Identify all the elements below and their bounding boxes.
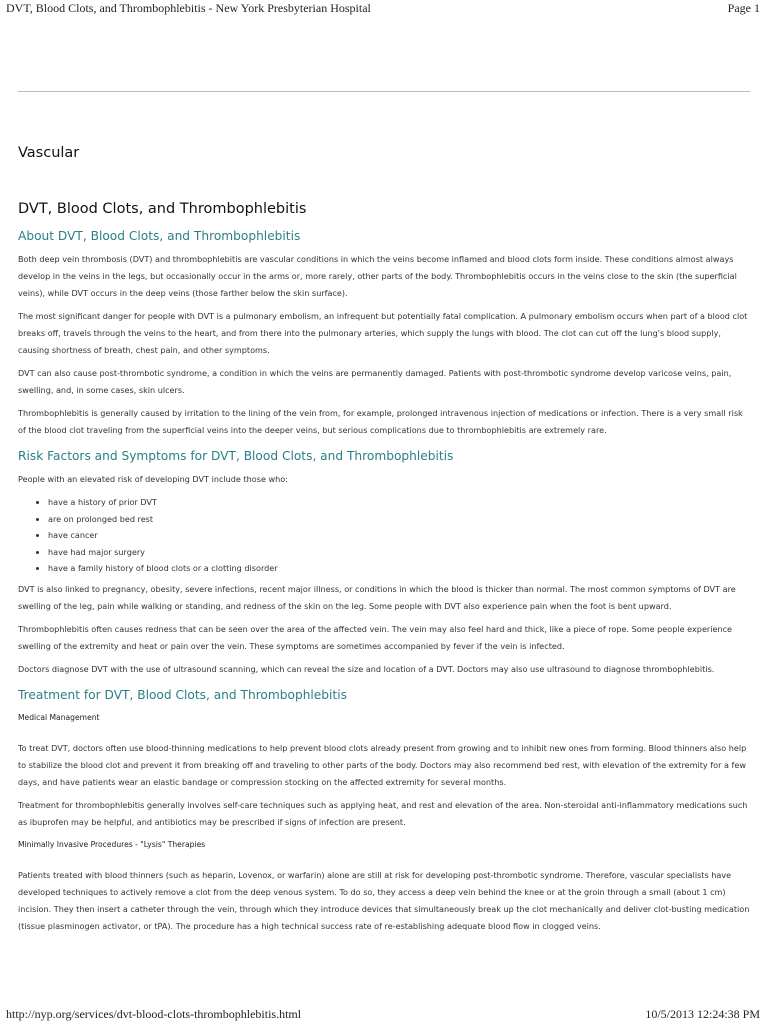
divider <box>18 91 750 92</box>
medical-management-heading: Medical Management <box>18 712 100 722</box>
about-paragraph: DVT can also cause post-thrombotic syndrome, a condition in which the veins are permanently damaged. Patients with post-thrombotic syndrome develop varicose veins, pain, swelling, and, in some cases, skin ulcers. <box>18 368 732 395</box>
print-header-title: DVT, Blood Clots, and Thrombophlebitis - New York Presbyterian Hospital <box>6 1 371 15</box>
page-url: http://nyp.org/services/dvt-blood-clots-thrombophlebitis.html <box>6 1007 302 1021</box>
list-item: • have a history of prior DVT <box>48 494 750 511</box>
list-item: • have a family history of blood clots or a clotting disorder <box>48 560 750 577</box>
risk-factor-list <box>18 494 750 577</box>
treatment-paragraph: Treatment for thrombophlebitis generally involves self-care techniques such as applying heat, and rest and elevation of the area. Non-steroidal anti-inflammatory medications such as ibuprofen may be helpful, and antibiotics may be prescribed if signs of infection are present. <box>18 799 748 827</box>
risk-paragraph: DVT is also linked to pregnancy, obesity, severe infections, recent major illness, or conditions in which the blood is thicker than normal. The most common symptoms of DVT are swelling of the leg, pain while walking or standing, and redness of the skin on the leg. Some people with DVT also experience pain when the foot is bent upward. <box>18 583 736 611</box>
about-paragraph: Thrombophlebitis is generally caused by irritation to the lining of the vein from, for example, prolonged intravenous injection of medications or infection. There is a very small risk of the blood clot traveling from the superficial veins into the deeper veins, but serious complications due to thrombophlebitis are extremely rare. <box>18 408 743 435</box>
invasive-procedures-heading: Minimally Invasive Procedures - "Lysis" Therapies <box>18 839 206 849</box>
risk-heading: Risk Factors and Symptoms for DVT, Blood Clots, and Thrombophlebitis <box>18 449 454 463</box>
page-number: Page 1 <box>727 1 760 15</box>
list-item: • have cancer <box>48 527 750 544</box>
treatment-heading: Treatment for DVT, Blood Clots, and Thrombophlebitis <box>18 687 347 702</box>
list-item: • are on prolonged bed rest <box>48 511 750 528</box>
about-heading: About DVT, Blood Clots, and Thrombophlebitis <box>18 229 301 243</box>
page-title: DVT, Blood Clots, and Thrombophlebitis <box>18 201 307 217</box>
print-footer <box>0 1006 768 1024</box>
section-heading: Vascular <box>18 145 80 161</box>
treatment-paragraph: To treat DVT, doctors often use blood-thinning medications to help prevent blood clots already present from growing and to inhibit new ones from forming. Blood thinners also help to stabilize the blood clot and prevent it from breaking off and traveling to other parts of the body. Doctors may also recommend bed rest, with elevation of the extremity for a few days, and have patients wear an elastic bandage or compression stocking on the affected extremity for several months. <box>18 742 747 787</box>
risk-paragraph: Thrombophlebitis often causes redness that can be seen over the area of the affected vein. The vein may also feel hard and thick, like a piece of rope. Some people experience swelling of the extremity and heat or pain over the vein. These symptoms are sometimes accompanied by fever if the vein is infected. <box>18 623 733 651</box>
risk-intro: People with an elevated risk of developing DVT include those who: <box>18 474 288 484</box>
print-header <box>0 0 768 18</box>
risk-paragraph: Doctors diagnose DVT with the use of ultrasound scanning, which can reveal the size and location of a DVT. Doctors may also use ultrasound to diagnose thrombophlebitis. <box>18 663 715 674</box>
print-date: 10/5/2013 12:24:38 PM <box>645 1007 760 1021</box>
about-paragraph: Both deep vein thrombosis (DVT) and thrombophlebitis are vascular conditions in which the veins become inflamed and blood clots form inside. These conditions almost always develop in the veins in the legs, but occasionally occur in the arms or, more rarely, other parts of the body. Thrombophlebitis occurs in the veins close to the skin (the superficial veins), while DVT occurs in the deep veins (those farther below the skin surface). <box>18 254 737 298</box>
invasive-paragraph: Patients treated with blood thinners (such as heparin, Lovenox, or warfarin) alone are still at risk for developing post-thrombotic syndrome. Therefore, vascular specialists have developed techniques to actively remove a clot from the deep venous system. To do so, they access a deep vein behind the knee or at the groin through a small (about 1 cm) incision. They then insert a catheter through the vein, through which they introduce devices that simultaneously break up the clot mechanically and deliver clot-busting medication (tissue plasminogen activator, or tPA). The procedure has a high technical success rate of re-establishing adequate blood flow in clogged veins. <box>18 869 750 931</box>
about-paragraph: The most significant danger for people with DVT is a pulmonary embolism, an infrequent but potentially fatal complication. A pulmonary embolism occurs when part of a blood clot breaks off, travels through the veins to the heart, and from there into the pulmonary arteries, which supply the lungs with blood. The clot can cut off the lung's blood supply, causing shortness of breath, chest pain, and other symptoms. <box>18 311 748 355</box>
article <box>18 143 750 941</box>
list-item: • have had major surgery <box>48 544 750 561</box>
